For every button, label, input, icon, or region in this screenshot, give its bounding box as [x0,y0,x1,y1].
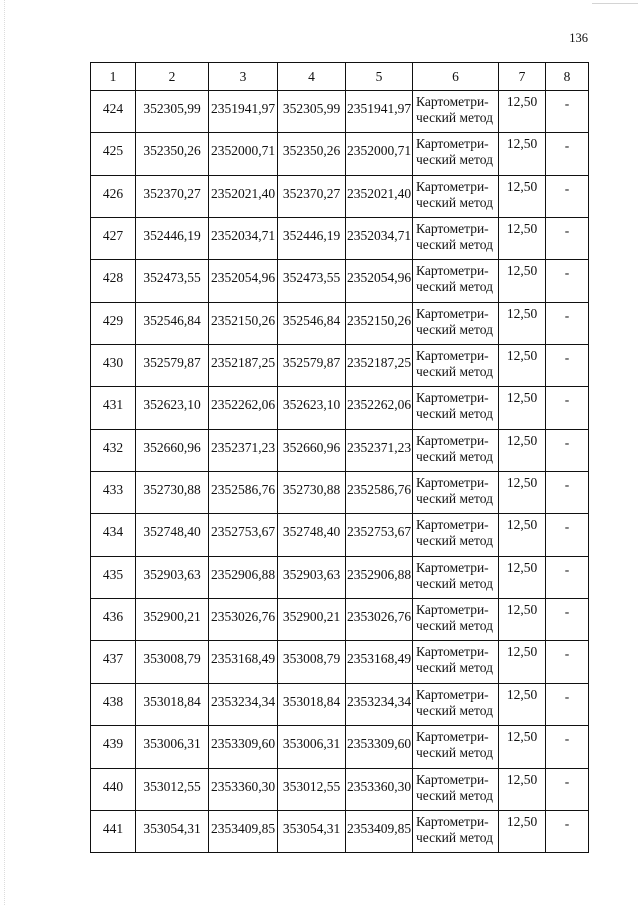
header-cell-3: 3 [209,63,278,91]
table-cell-col-8: - [546,91,589,133]
table-cell-col-5: 2353309,60 [346,726,413,768]
table-row [91,387,589,429]
table-cell-col-8: - [546,429,589,471]
table-row [91,514,589,556]
table-cell-col-7: 12,50 [499,302,546,344]
table-cell-col-2: 352370,27 [136,175,209,217]
header-cell-1: 1 [91,63,136,91]
table-cell-col-4: 352730,88 [278,472,346,514]
table-cell-col-5: 2352371,23 [346,429,413,471]
table-cell-col-6: Картометри- ческий метод [413,218,499,260]
table-cell-col-1: 440 [91,768,136,810]
table-cell-col-1: 425 [91,133,136,175]
table-cell-col-1: 431 [91,387,136,429]
table-cell-col-7: 12,50 [499,599,546,641]
table-cell-col-5: 2352054,96 [346,260,413,302]
table-cell-col-3: 2353360,30 [209,768,278,810]
table-cell-col-5: 2352021,40 [346,175,413,217]
table-cell-col-7: 12,50 [499,91,546,133]
table-row [91,218,589,260]
table-cell-col-2: 352900,21 [136,599,209,641]
table-row [91,683,589,725]
table-cell-col-7: 12,50 [499,726,546,768]
table-cell-col-8: - [546,302,589,344]
table-cell-col-4: 352903,63 [278,556,346,598]
table-cell-col-3: 2352371,23 [209,429,278,471]
table-cell-col-4: 352579,87 [278,345,346,387]
table-cell-col-2: 352903,63 [136,556,209,598]
table-cell-col-5: 2352000,71 [346,133,413,175]
table-cell-col-5: 2352150,26 [346,302,413,344]
table-cell-col-1: 427 [91,218,136,260]
table-header-row [91,63,589,91]
table-cell-col-3: 2352906,88 [209,556,278,598]
table-cell-col-3: 2353309,60 [209,726,278,768]
table-cell-col-3: 2352586,76 [209,472,278,514]
table-cell-col-6: Картометри- ческий метод [413,302,499,344]
table-cell-col-7: 12,50 [499,768,546,810]
table-cell-col-3: 2353168,49 [209,641,278,683]
table-cell-col-7: 12,50 [499,133,546,175]
table-cell-col-8: - [546,345,589,387]
table-cell-col-6: Картометри- ческий метод [413,683,499,725]
table-cell-col-7: 12,50 [499,810,546,852]
table-cell-col-1: 433 [91,472,136,514]
table-cell-col-1: 429 [91,302,136,344]
table-cell-col-6: Картометри- ческий метод [413,175,499,217]
table-cell-col-8: - [546,768,589,810]
table-cell-col-1: 426 [91,175,136,217]
table-cell-col-8: - [546,260,589,302]
table-cell-col-3: 2352021,40 [209,175,278,217]
table-row [91,260,589,302]
table-cell-col-5: 2353026,76 [346,599,413,641]
table-cell-col-2: 353008,79 [136,641,209,683]
table-row [91,175,589,217]
table-cell-col-8: - [546,641,589,683]
table-cell-col-5: 2353409,85 [346,810,413,852]
table-row [91,641,589,683]
table-cell-col-7: 12,50 [499,472,546,514]
table-cell-col-2: 352660,96 [136,429,209,471]
table-cell-col-3: 2352000,71 [209,133,278,175]
table-cell-col-3: 2351941,97 [209,91,278,133]
table-cell-col-1: 428 [91,260,136,302]
table-cell-col-4: 352660,96 [278,429,346,471]
table-cell-col-5: 2352906,88 [346,556,413,598]
table-cell-col-7: 12,50 [499,641,546,683]
scan-edge-artifact [4,0,5,905]
table-cell-col-3: 2352753,67 [209,514,278,556]
table-cell-col-6: Картометри- ческий метод [413,260,499,302]
table-row [91,345,589,387]
table-cell-col-4: 353006,31 [278,726,346,768]
table-cell-col-5: 2352262,06 [346,387,413,429]
table-cell-col-4: 352446,19 [278,218,346,260]
table-cell-col-2: 352623,10 [136,387,209,429]
table-cell-col-4: 353054,31 [278,810,346,852]
table-cell-col-2: 352305,99 [136,91,209,133]
table-cell-col-8: - [546,133,589,175]
table-cell-col-5: 2353234,34 [346,683,413,725]
table-cell-col-1: 438 [91,683,136,725]
table-cell-col-1: 432 [91,429,136,471]
table-cell-col-2: 352473,55 [136,260,209,302]
table-row [91,768,589,810]
table-row [91,133,589,175]
table-cell-col-2: 352350,26 [136,133,209,175]
table-cell-col-5: 2351941,97 [346,91,413,133]
table-cell-col-8: - [546,387,589,429]
table-row [91,91,589,133]
header-cell-7: 7 [499,63,546,91]
table-cell-col-8: - [546,599,589,641]
table-row [91,429,589,471]
header-cell-4: 4 [278,63,346,91]
table-cell-col-4: 352305,99 [278,91,346,133]
table-cell-col-2: 352579,87 [136,345,209,387]
table-cell-col-3: 2352262,06 [209,387,278,429]
table-cell-col-2: 353018,84 [136,683,209,725]
table-cell-col-4: 353012,55 [278,768,346,810]
table-cell-col-3: 2352150,26 [209,302,278,344]
table-cell-col-2: 353054,31 [136,810,209,852]
table-cell-col-8: - [546,810,589,852]
table-row [91,726,589,768]
page-number: 136 [569,31,588,45]
table-cell-col-5: 2352586,76 [346,472,413,514]
table-cell-col-7: 12,50 [499,514,546,556]
table-cell-col-6: Картометри- ческий метод [413,641,499,683]
table-cell-col-1: 439 [91,726,136,768]
table-cell-col-8: - [546,472,589,514]
table-cell-col-8: - [546,726,589,768]
table-cell-col-6: Картометри- ческий метод [413,133,499,175]
table-cell-col-2: 352546,84 [136,302,209,344]
table-cell-col-1: 424 [91,91,136,133]
table-cell-col-7: 12,50 [499,556,546,598]
table-cell-col-3: 2352034,71 [209,218,278,260]
table-cell-col-2: 352748,40 [136,514,209,556]
table-cell-col-4: 352623,10 [278,387,346,429]
table-cell-col-7: 12,50 [499,175,546,217]
table-cell-col-3: 2353409,85 [209,810,278,852]
scan-top-artifact [592,3,638,4]
table-cell-col-7: 12,50 [499,218,546,260]
table-cell-col-6: Картометри- ческий метод [413,345,499,387]
header-cell-8: 8 [546,63,589,91]
table-cell-col-4: 352473,55 [278,260,346,302]
table-cell-col-1: 435 [91,556,136,598]
table-cell-col-5: 2353168,49 [346,641,413,683]
table-cell-col-5: 2353360,30 [346,768,413,810]
table-header [91,63,589,91]
table-cell-col-7: 12,50 [499,683,546,725]
header-cell-6: 6 [413,63,499,91]
table-cell-col-8: - [546,218,589,260]
table-row [91,556,589,598]
table-cell-col-4: 352370,27 [278,175,346,217]
table-cell-col-6: Картометри- ческий метод [413,556,499,598]
header-cell-5: 5 [346,63,413,91]
table-cell-col-6: Картометри- ческий метод [413,472,499,514]
table-cell-col-8: - [546,683,589,725]
table-cell-col-7: 12,50 [499,387,546,429]
table-row [91,302,589,344]
table-cell-col-4: 352546,84 [278,302,346,344]
table-cell-col-1: 430 [91,345,136,387]
table-cell-col-6: Картометри- ческий метод [413,768,499,810]
table-cell-col-6: Картометри- ческий метод [413,810,499,852]
table-cell-col-6: Картометри- ческий метод [413,726,499,768]
table-cell-col-5: 2352034,71 [346,218,413,260]
table-cell-col-3: 2352054,96 [209,260,278,302]
table-cell-col-7: 12,50 [499,260,546,302]
table-cell-col-2: 353012,55 [136,768,209,810]
table-row [91,472,589,514]
table-cell-col-3: 2353026,76 [209,599,278,641]
table-cell-col-6: Картометри- ческий метод [413,599,499,641]
table-cell-col-6: Картометри- ческий метод [413,514,499,556]
table-cell-col-1: 434 [91,514,136,556]
table-cell-col-6: Картометри- ческий метод [413,429,499,471]
data-table [90,62,589,853]
table-cell-col-4: 352900,21 [278,599,346,641]
table-cell-col-6: Картометри- ческий метод [413,387,499,429]
table-cell-col-8: - [546,514,589,556]
table-cell-col-4: 352350,26 [278,133,346,175]
table-cell-col-2: 353006,31 [136,726,209,768]
table-cell-col-5: 2352753,67 [346,514,413,556]
header-cell-2: 2 [136,63,209,91]
table-cell-col-7: 12,50 [499,345,546,387]
table-cell-col-6: Картометри- ческий метод [413,91,499,133]
table-cell-col-1: 437 [91,641,136,683]
table-row [91,810,589,852]
table-cell-col-1: 441 [91,810,136,852]
table-cell-col-4: 353018,84 [278,683,346,725]
table-cell-col-2: 352446,19 [136,218,209,260]
table-cell-col-5: 2352187,25 [346,345,413,387]
table-row [91,599,589,641]
table-cell-col-8: - [546,175,589,217]
table-cell-col-7: 12,50 [499,429,546,471]
table-cell-col-3: 2353234,34 [209,683,278,725]
table-cell-col-2: 352730,88 [136,472,209,514]
table-cell-col-8: - [546,556,589,598]
table-cell-col-4: 353008,79 [278,641,346,683]
table-cell-col-1: 436 [91,599,136,641]
table-body [91,91,589,853]
table-cell-col-4: 352748,40 [278,514,346,556]
table-cell-col-3: 2352187,25 [209,345,278,387]
